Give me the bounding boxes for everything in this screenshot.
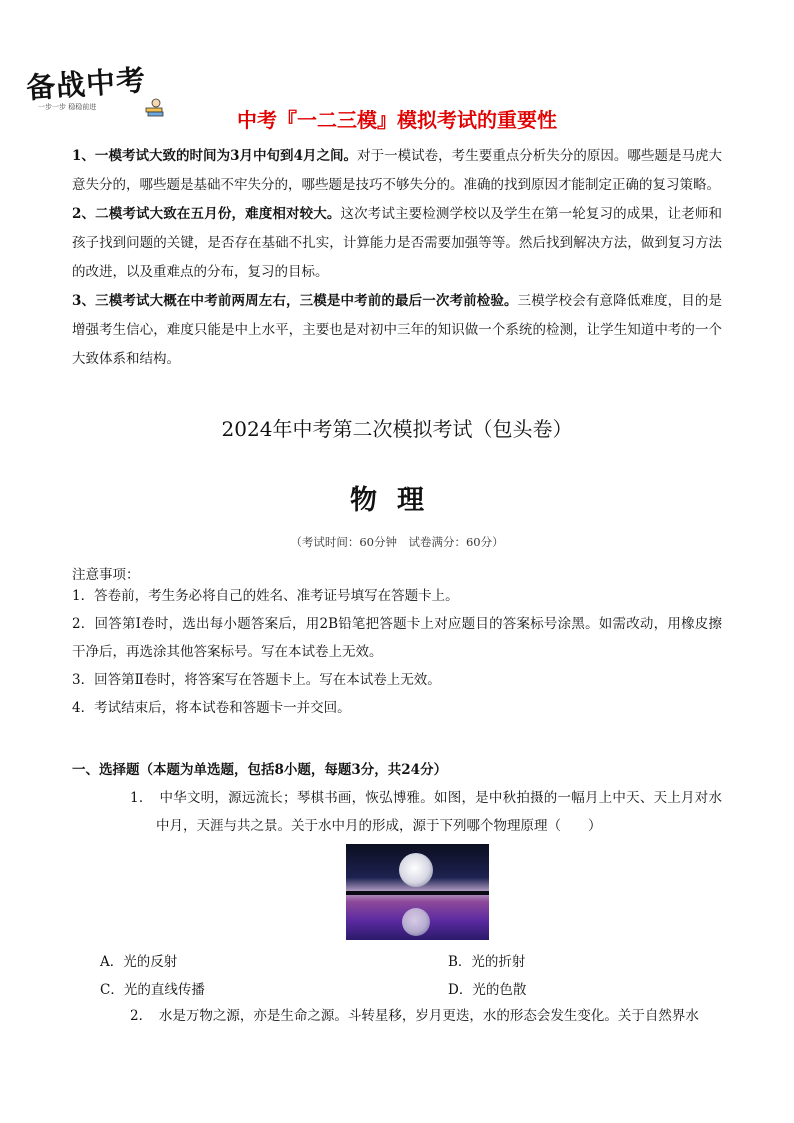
logo-title: 备战中考 (25, 62, 148, 106)
intro-p2-text: 这次考试主要检测学校以及学生在第一轮复习的成果，让老师和孩子找到问题的关键，是否存在基础不扎实，计算能力是否需要加强等等。然后找到解决方法，做到复习方法的改进，以及重难点的分布，复习的目标。 (72, 206, 722, 280)
section-header (72, 758, 447, 778)
notice-item: 2．回答第Ⅰ卷时，选出每小题答案后，用2B铅笔把答题卡上对应题目的答案标号涂黑。如需改动，用橡皮擦干净后，再选涂其他答案标号。写在本试卷上无效。 (72, 616, 722, 660)
intro-paragraph-1 (72, 142, 722, 200)
exam-subject: 物理 (350, 485, 444, 516)
notice-item: 4．考试结束后，将本试卷和答题卡一并交回。 (72, 700, 351, 716)
intro-p3-bold: 3、三模考试大概在中考前两周左右，三模是中考前的最后一次考前检验。 (72, 293, 518, 309)
exam-title: 2024年中考第二次模拟考试（包头卷） (221, 417, 573, 441)
section-desc: （本题为单选题，包括8小题，每题3分，共24分） (139, 762, 448, 778)
intro-paragraph-2 (72, 200, 722, 287)
question-2-text: 2． 水是万物之源，亦是生命之源。斗转星移，岁月更迭，水的形态会发生变化。关于自然界水 (130, 1008, 699, 1024)
intro-p1-bold: 1、一模考试大致的时间为3月中旬到4月之间。 (72, 148, 358, 164)
intro-p1-text: 对于一模试卷，考生要重点分析失分的原因。哪些题是马虎大意失分的，哪些题是基础不牢失分的，哪些题是技巧不够失分的。准确的找到原因才能制定正确的复习策略。 (72, 148, 723, 193)
option-a: A．光的反射 (100, 954, 178, 970)
notice-title: 注意事项： (72, 567, 140, 583)
exam-meta: （考试时间：60分钟 试卷满分：60分） (290, 535, 504, 549)
intro-paragraph-3 (72, 287, 722, 374)
logo-subtitle: 一步一步 稳稳前进 (38, 103, 97, 111)
intro-section (72, 142, 722, 374)
notice-item: 3．回答第Ⅱ卷时，将答案写在答题卡上。写在本试卷上无效。 (72, 672, 441, 688)
intro-p2-bold: 2、二模考试大致在五月份，难度相对较大。 (72, 206, 341, 222)
banner-title: 中考『一二三模』模拟考试的重要性 (237, 108, 557, 132)
notice-list (72, 582, 722, 722)
intro-p3-text: 三模学校会有意降低难度，目的是增强考生信心，难度只能是中上水平，主要也是对初中三年的知识做一个系统的检测，让学生知道中考的一个大致体系和结构。 (72, 293, 722, 367)
moon-reflection-image (346, 844, 489, 940)
option-d: D．光的色散 (448, 982, 527, 998)
option-b: B．光的折射 (448, 954, 526, 970)
section-label: 一、选择题 (72, 762, 140, 778)
notice-item: 1．答卷前，考生务必将自己的姓名、准考证号填写在答题卡上。 (72, 588, 459, 604)
question-1-text: 1． 中华文明，源远流长；琴棋书画，恢弘博雅。如图，是中秋拍摄的一幅月上中天、天上月对水中月，天涯与共之景。关于水中月的形成，源于下列哪个物理原理（ ） (130, 790, 722, 834)
option-c: C．光的直线传播 (100, 982, 205, 998)
